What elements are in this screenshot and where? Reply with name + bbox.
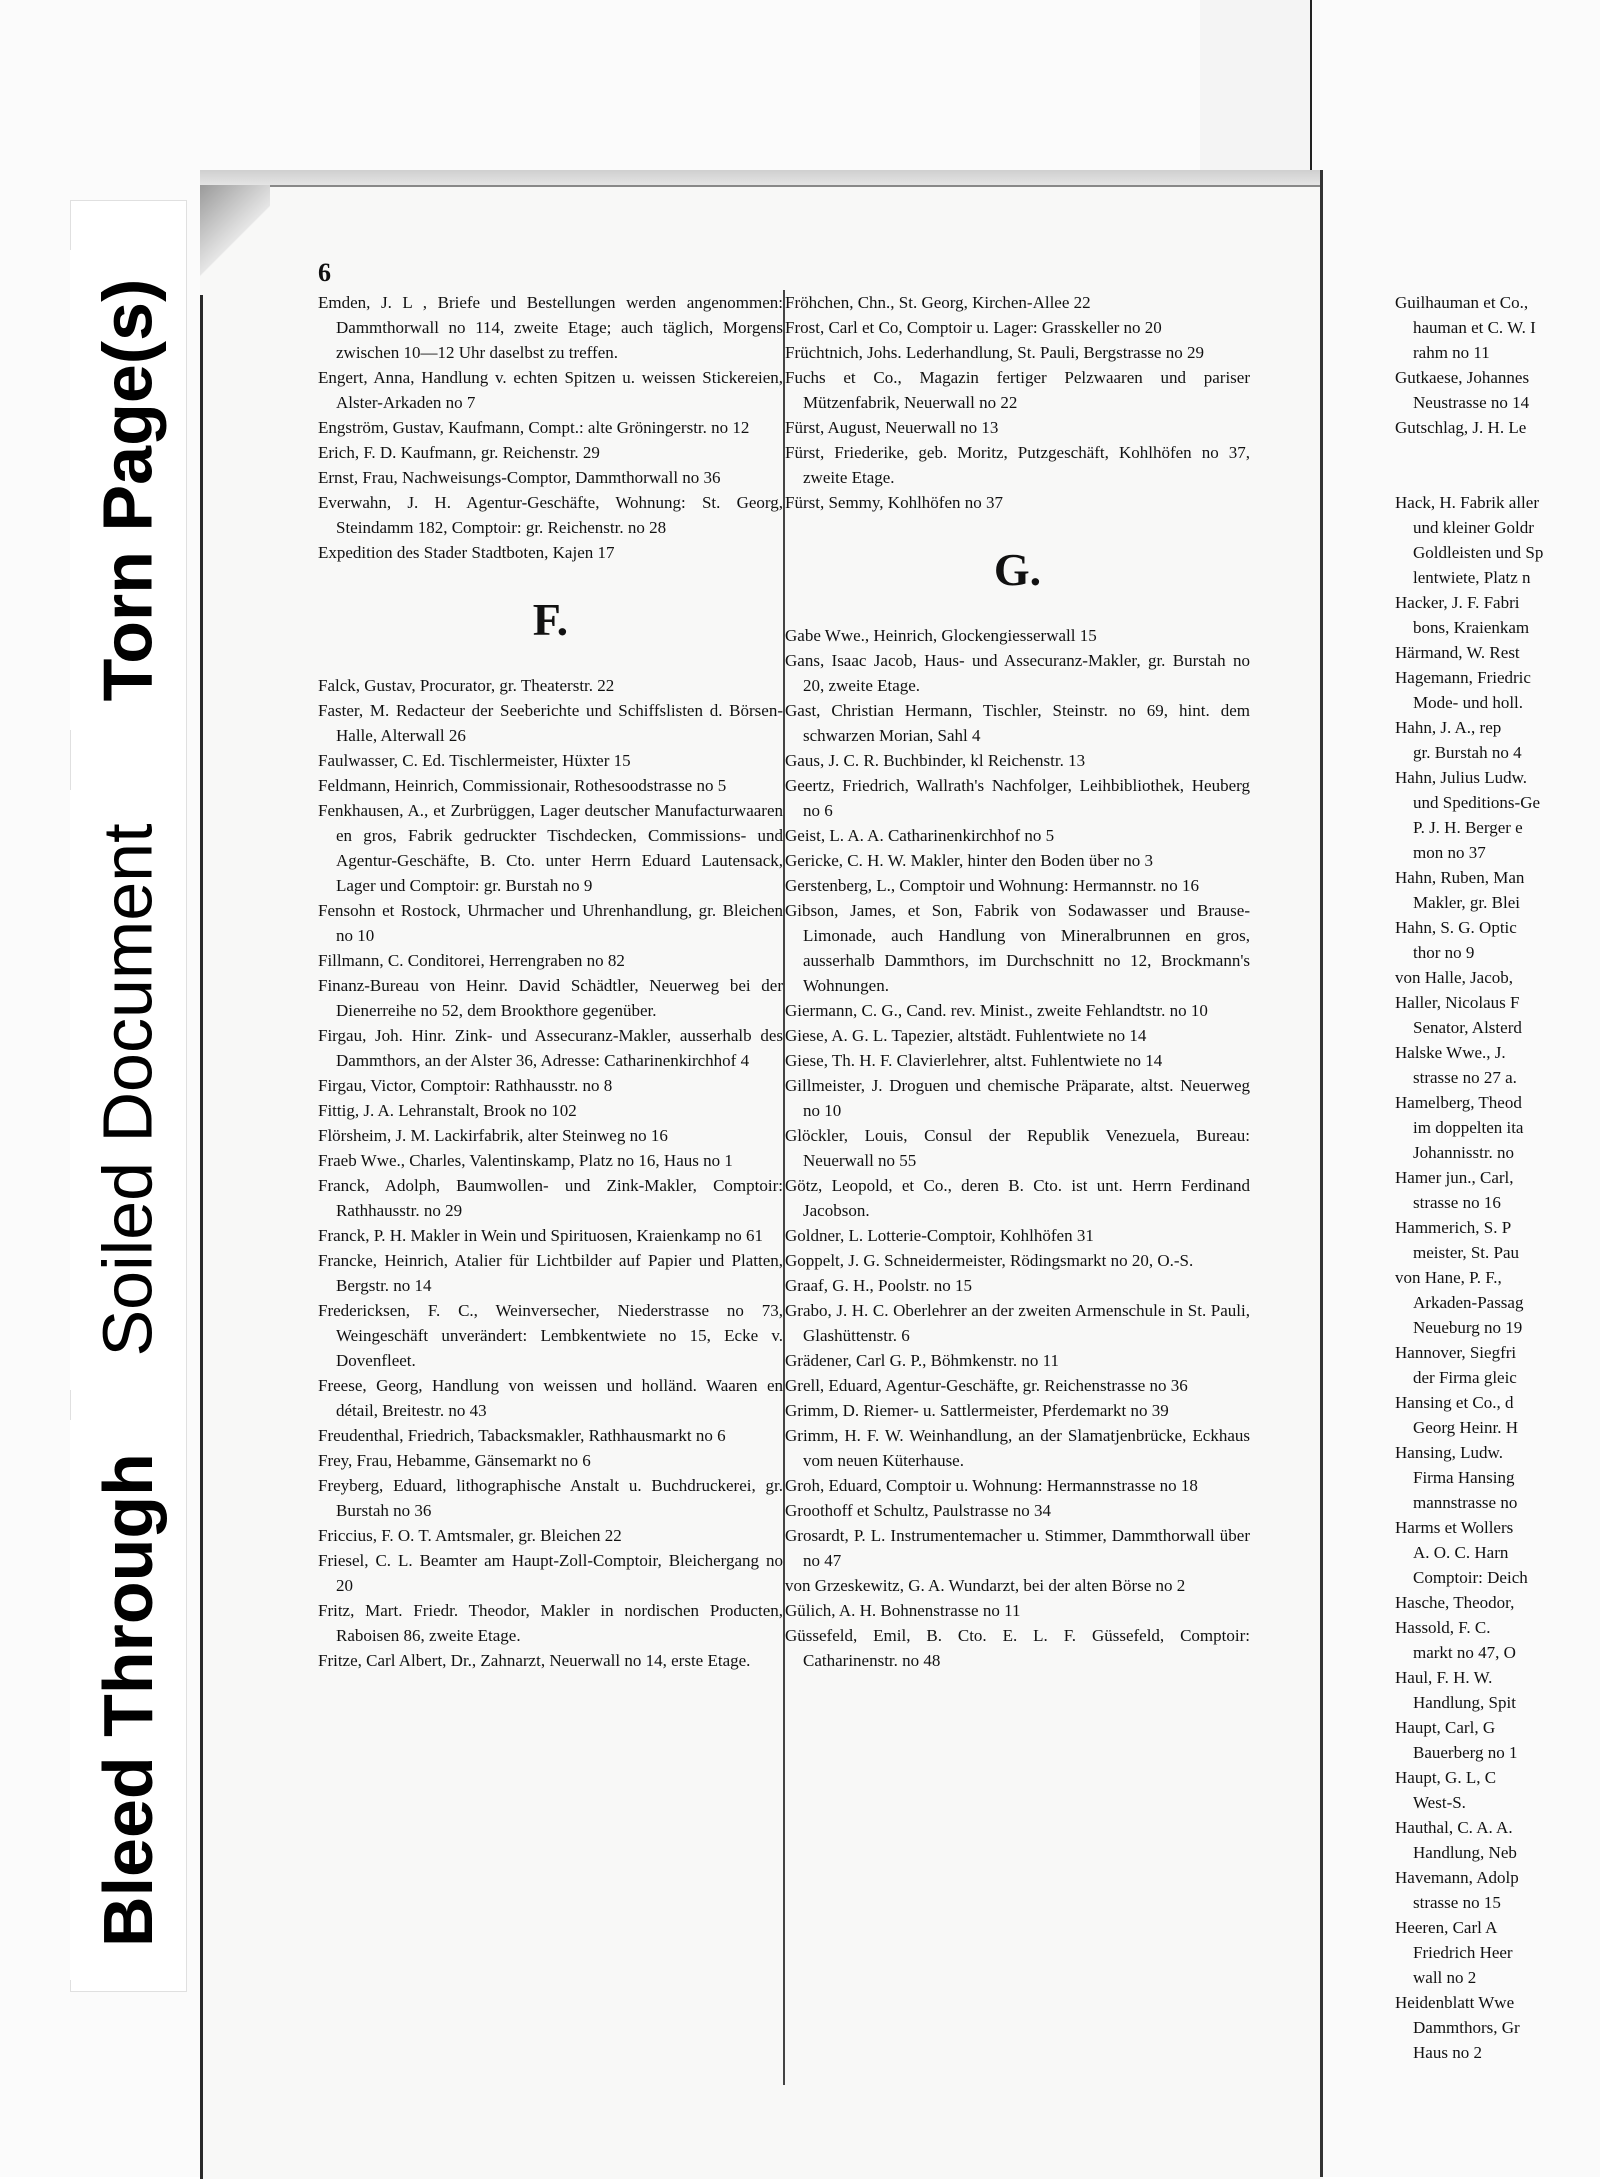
directory-entry: Gibson, James, et Son, Fabrik von Sodawasser und Brause-Limonade, auch Handlung von Mineralbrunnen en gros, ausserhalb Dammthors, im Durchschnitt no 12, Brockmann's Wohnungen. — [785, 901, 1250, 995]
directory-entry: strasse no 27 a. — [1413, 1068, 1517, 1087]
directory-entry: Firgau, Joh. Hinr. Zink- und Assecuranz-Makler, ausserhalb des Dammthors, an der Alster 36, Adresse: Catharinenkirchhof 4 — [318, 1026, 783, 1070]
directory-entry: Engert, Anna, Handlung v. echten Spitzen u. weissen Stickereien, Alster-Arkaden no 7 — [318, 368, 783, 412]
directory-entry: Senator, Alsterd — [1413, 1018, 1522, 1037]
directory-entry: hauman et C. W. I — [1413, 318, 1536, 337]
directory-entry: Faulwasser, C. Ed. Tischlermeister, Hüxter 15 — [318, 751, 631, 770]
directory-entry: bons, Kraienkam — [1413, 618, 1530, 637]
directory-entry: Fillmann, C. Conditorei, Herrengraben no 82 — [318, 951, 625, 970]
bleed-through-label: Bleed Through — [70, 1420, 185, 1980]
directory-entry: P. J. H. Berger e — [1413, 818, 1523, 837]
directory-entry: Gabe Wwe., Heinrich, Glockengiesserwall 15 — [785, 626, 1097, 645]
directory-entry: Hahn, Julius Ludw. — [1395, 768, 1528, 787]
directory-entry: Hassold, F. C. — [1395, 1618, 1491, 1637]
directory-entry: gr. Burstah no 4 — [1413, 743, 1522, 762]
directory-entry: Friccius, F. O. T. Amtsmaler, gr. Bleichen 22 — [318, 1526, 622, 1545]
directory-entry: mon no 37 — [1413, 843, 1486, 862]
directory-entry: Giermann, C. G., Cand. rev. Minist., zweite Fehlandtstr. no 10 — [785, 1001, 1208, 1020]
directory-entry: Flörsheim, J. M. Lackirfabrik, alter Steinweg no 16 — [318, 1126, 668, 1145]
directory-entry: lentwiete, Platz n — [1413, 568, 1531, 587]
directory-entry: im doppelten ita — [1413, 1118, 1524, 1137]
directory-entry: Hauthal, C. A. A. — [1395, 1818, 1513, 1837]
entries-f-cont — [785, 290, 1250, 515]
directory-entry: Arkaden-Passag — [1413, 1293, 1524, 1312]
directory-entry: Groothoff et Schultz, Paulstrasse no 34 — [785, 1501, 1051, 1520]
directory-entry: Hasche, Theodor, — [1395, 1593, 1515, 1612]
page-number: 6 — [318, 258, 331, 287]
soiled-document-label: Soiled Document — [70, 790, 185, 1390]
previous-page-edge — [1200, 0, 1312, 175]
directory-entry: Everwahn, J. H. Agentur-Geschäfte, Wohnung: St. Georg, Steindamm 182, Comptoir: gr. Reichenstr. no 28 — [318, 493, 783, 537]
directory-entry: der Firma gleic — [1413, 1368, 1517, 1387]
directory-entry: Fritze, Carl Albert, Dr., Zahnarzt, Neuerwall no 14, erste Etage. — [318, 1651, 751, 1670]
directory-entry: Giese, A. G. L. Tapezier, altstädt. Fuhlentwiete no 14 — [785, 1026, 1147, 1045]
directory-entry: Havemann, Adolp — [1395, 1868, 1519, 1887]
column-right-cropped — [1395, 290, 1600, 2065]
directory-entry: Gericke, C. H. W. Makler, hinter den Boden über no 3 — [785, 851, 1154, 870]
directory-entry: Harms et Wollers — [1395, 1518, 1514, 1537]
directory-entry: Hansing, Ludw. — [1395, 1443, 1503, 1462]
directory-entry: Gutschlag, J. H. Le — [1395, 418, 1527, 437]
directory-entry: Expedition des Stader Stadtboten, Kajen 17 — [318, 543, 615, 562]
directory-entry: Fröhchen, Chn., St. Georg, Kirchen-Allee 22 — [785, 293, 1091, 312]
directory-entry: Franck, P. H. Makler in Wein und Spirituosen, Kraienkamp no 61 — [318, 1226, 763, 1245]
directory-entry: Gaus, J. C. R. Buchbinder, kl Reichenstr. 13 — [785, 751, 1086, 770]
column-middle — [785, 290, 1250, 1673]
directory-entry: Gülich, A. H. Bohnenstrasse no 11 — [785, 1601, 1021, 1620]
directory-entry: Heidenblatt Wwe — [1395, 1993, 1515, 2012]
directory-entry: Grell, Eduard, Agentur-Geschäfte, gr. Reichenstrasse no 36 — [785, 1376, 1188, 1395]
directory-entry: Grosardt, P. L. Instrumentemacher u. Stimmer, Dammthorwall über no 47 — [785, 1526, 1250, 1570]
directory-entry: von Grzeskewitz, G. A. Wundarzt, bei der alten Börse no 2 — [785, 1576, 1186, 1595]
directory-entry: Engström, Gustav, Kaufmann, Compt.: alte Gröningerstr. no 12 — [318, 418, 750, 437]
directory-entry: Neustrasse no 14 — [1413, 393, 1530, 412]
directory-entry: Frey, Frau, Hebamme, Gänsemarkt no 6 — [318, 1451, 591, 1470]
entries-g — [785, 623, 1250, 1673]
directory-entry: Haller, Nicolaus F — [1395, 993, 1520, 1012]
directory-entry: Freese, Georg, Handlung von weissen und holländ. Waaren en détail, Breitestr. no 43 — [318, 1376, 783, 1420]
directory-entry: Giese, Th. H. F. Clavierlehrer, altst. Fuhlentwiete no 14 — [785, 1051, 1163, 1070]
directory-entry: Hannover, Siegfri — [1395, 1343, 1517, 1362]
directory-entry: Graaf, G. H., Poolstr. no 15 — [785, 1276, 972, 1295]
directory-entry: Hahn, S. G. Optic — [1395, 918, 1517, 937]
directory-entry — [1395, 440, 1600, 465]
directory-entry: Gast, Christian Hermann, Tischler, Steinstr. no 69, hint. dem schwarzen Morian, Sahl 4 — [785, 701, 1250, 745]
directory-entry: strasse no 16 — [1413, 1193, 1501, 1212]
directory-entry: Gerstenberg, L., Comptoir und Wohnung: Hermannstr. no 16 — [785, 876, 1199, 895]
directory-entry: thor no 9 — [1413, 943, 1475, 962]
directory-entry: und Speditions-Ge — [1413, 793, 1541, 812]
directory-entry — [1395, 465, 1600, 490]
directory-entry: und kleiner Goldr — [1413, 518, 1534, 537]
directory-entry: Hammerich, S. P — [1395, 1218, 1512, 1237]
directory-entry: Johannisstr. no — [1413, 1143, 1515, 1162]
directory-entry: Falck, Gustav, Procurator, gr. Theaterstr. 22 — [318, 676, 615, 695]
directory-entry: Grädener, Carl G. P., Böhmkenstr. no 11 — [785, 1351, 1059, 1370]
directory-entry: Erich, F. D. Kaufmann, gr. Reichenstr. 29 — [318, 443, 600, 462]
directory-entry: Neueburg no 19 — [1413, 1318, 1523, 1337]
directory-entry: Haupt, Carl, G — [1395, 1718, 1496, 1737]
directory-entry: Firgau, Victor, Comptoir: Rathhausstr. no 8 — [318, 1076, 613, 1095]
directory-entry: Geist, L. A. A. Catharinenkirchhof no 5 — [785, 826, 1055, 845]
directory-entry: Fürst, Semmy, Kohlhöfen no 37 — [785, 493, 1004, 512]
directory-entry: Groh, Eduard, Comptoir u. Wohnung: Hermannstrasse no 18 — [785, 1476, 1198, 1495]
entries-e — [318, 290, 783, 565]
directory-entry: Fittig, J. A. Lehranstalt, Brook no 102 — [318, 1101, 577, 1120]
directory-entry: Firma Hansing — [1413, 1468, 1515, 1487]
directory-entry: Hagemann, Friedric — [1395, 668, 1531, 687]
directory-entry: Friesel, C. L. Beamter am Haupt-Zoll-Comptoir, Bleichergang no 20 — [318, 1551, 783, 1595]
directory-entry: Comptoir: Deich — [1413, 1568, 1528, 1587]
directory-entry: Faster, M. Redacteur der Seeberichte und Schiffslisten d. Börsen-Halle, Alterwall 26 — [318, 701, 783, 745]
directory-entry: Guilhauman et Co., — [1395, 293, 1529, 312]
directory-entry: A. O. C. Harn — [1413, 1543, 1509, 1562]
directory-entry: Glöckler, Louis, Consul der Republik Venezuela, Bureau: Neuerwall no 55 — [785, 1126, 1250, 1170]
directory-entry: rahm no 11 — [1413, 343, 1490, 362]
directory-entry: mannstrasse no — [1413, 1493, 1518, 1512]
directory-entry: Güssefeld, Emil, B. Cto. E. L. F. Güssefeld, Comptoir: Catharinenstr. no 48 — [785, 1626, 1250, 1670]
directory-entry: Dammthors, Gr — [1413, 2018, 1520, 2037]
directory-entry: Grimm, H. F. W. Weinhandlung, an der Slamatjenbrücke, Eckhaus vom neuen Küterhause. — [785, 1426, 1250, 1470]
directory-entry: Hahn, Ruben, Man — [1395, 868, 1525, 887]
directory-entry: Handlung, Spit — [1413, 1693, 1516, 1712]
directory-entry: Fraeb Wwe., Charles, Valentinskamp, Platz no 16, Haus no 1 — [318, 1151, 733, 1170]
directory-entry: Francke, Heinrich, Atalier für Lichtbilder auf Papier und Platten, Bergstr. no 14 — [318, 1251, 783, 1295]
directory-entry: Haupt, G. L, C — [1395, 1768, 1497, 1787]
directory-entry: Fensohn et Rostock, Uhrmacher und Uhrenhandlung, gr. Bleichen no 10 — [318, 901, 783, 945]
directory-entry: Hack, H. Fabrik aller — [1395, 493, 1539, 512]
directory-entry: Finanz-Bureau von Heinr. David Schädtler, Neuerweg bei der Dienerreihe no 52, dem Brookthore gegenüber. — [318, 976, 783, 1020]
directory-entry: Ernst, Frau, Nachweisungs-Comptor, Dammthorwall no 36 — [318, 468, 721, 487]
directory-entry: Georg Heinr. H — [1413, 1418, 1518, 1437]
directory-entry: Frost, Carl et Co, Comptoir u. Lager: Grasskeller no 20 — [785, 318, 1162, 337]
directory-entry: Grimm, D. Riemer- u. Sattlermeister, Pferdemarkt no 39 — [785, 1401, 1169, 1420]
torn-corner-fold — [200, 185, 270, 295]
directory-entry: Makler, gr. Blei — [1413, 893, 1520, 912]
directory-entry: Grabo, J. H. C. Oberlehrer an der zweiten Armenschule in St. Pauli, Glashüttenstr. 6 — [785, 1301, 1250, 1345]
directory-entry: Götz, Leopold, et Co., deren B. Cto. ist unt. Herrn Ferdinand Jacobson. — [785, 1176, 1250, 1220]
directory-entry: Fenkhausen, A., et Zurbrüggen, Lager deutscher Manufacturwaaren en gros, Fabrik gedruckter Tischdecken, Commissions- und Agentur-Geschäfte, B. Cto. unter Herrn Eduard Lautensack, Lager und Comptoir: gr. Burstah no 9 — [318, 801, 783, 895]
directory-entry: Haul, F. H. W. — [1395, 1668, 1493, 1687]
directory-entry: Fürst, August, Neuerwall no 13 — [785, 418, 999, 437]
directory-entry: Fritz, Mart. Friedr. Theodor, Makler in nordischen Producten, Raboisen 86, zweite Etage. — [318, 1601, 783, 1645]
directory-entry: Fredericksen, F. C., Weinversecher, Niederstrasse no 73, Weingeschäft unverändert: Lembkentwiete no 15, Ecke v. Dovenfleet. — [318, 1301, 783, 1370]
directory-entry: Härmand, W. Rest — [1395, 643, 1520, 662]
entries-h — [1395, 290, 1600, 2065]
directory-entry: Fürst, Friederike, geb. Moritz, Putzgeschäft, Kohlhöfen no 37, zweite Etage. — [785, 443, 1250, 487]
directory-entry: Handlung, Neb — [1413, 1843, 1517, 1862]
directory-entry: Fuchs et Co., Magazin fertiger Pelzwaaren und pariser Mützenfabrik, Neuerwall no 22 — [785, 368, 1250, 412]
directory-entry: Bauerberg no 1 — [1413, 1743, 1518, 1762]
directory-entry: Gutkaese, Johannes — [1395, 368, 1530, 387]
directory-entry: meister, St. Pau — [1413, 1243, 1520, 1262]
directory-entry: Feldmann, Heinrich, Commissionair, Rothesoodstrasse no 5 — [318, 776, 727, 795]
directory-entry: Heeren, Carl A — [1395, 1918, 1498, 1937]
section-letter-g: G. — [993, 544, 1042, 595]
directory-entry: Franck, Adolph, Baumwollen- und Zink-Makler, Comptoir: Rathhausstr. no 29 — [318, 1176, 783, 1220]
directory-entry: von Hane, P. F., — [1395, 1268, 1502, 1287]
directory-entry: Hahn, J. A., rep — [1395, 718, 1502, 737]
directory-entry: Goldner, L. Lotterie-Comptoir, Kohlhöfen 31 — [785, 1226, 1094, 1245]
directory-entry: Freyberg, Eduard, lithographische Anstalt u. Buchdruckerei, gr. Burstah no 36 — [318, 1476, 783, 1520]
directory-entry: Friedrich Heer — [1413, 1943, 1513, 1962]
directory-entry: Halske Wwe., J. — [1395, 1043, 1506, 1062]
directory-entry: von Halle, Jacob, — [1395, 968, 1514, 987]
directory-entry: Früchtnich, Johs. Lederhandlung, St. Pauli, Bergstrasse no 29 — [785, 343, 1204, 362]
directory-entry: Hacker, J. F. Fabri — [1395, 593, 1520, 612]
directory-entry: wall no 2 — [1413, 1968, 1477, 1987]
directory-entry: Hansing et Co., d — [1395, 1393, 1514, 1412]
directory-entry: markt no 47, O — [1413, 1643, 1516, 1662]
directory-entry: Goppelt, J. G. Schneidermeister, Rödingsmarkt no 20, O.-S. — [785, 1251, 1194, 1270]
directory-entry: Freudenthal, Friedrich, Tabacksmakler, Rathhausmarkt no 6 — [318, 1426, 726, 1445]
entries-f — [318, 673, 783, 1673]
directory-entry: Hamelberg, Theod — [1395, 1093, 1522, 1112]
directory-entry: strasse no 15 — [1413, 1893, 1501, 1912]
directory-entry: West-S. — [1413, 1793, 1466, 1812]
torn-pages-label: Torn Page(s) — [70, 250, 185, 730]
directory-entry: Hamer jun., Carl, — [1395, 1168, 1514, 1187]
directory-entry: Gillmeister, J. Droguen und chemische Präparate, altst. Neuerweg no 10 — [785, 1076, 1250, 1120]
directory-entry: Mode- und holl. — [1413, 693, 1524, 712]
directory-entry: Goldleisten und Sp — [1413, 543, 1544, 562]
directory-entry: Emden, J. L , Briefe und Bestellungen werden angenommen: Dammthorwall no 114, zweite Etage; auch täglich, Morgens zwischen 10—12 Uhr daselbst zu treffen. — [318, 293, 783, 362]
directory-entry: Geertz, Friedrich, Wallrath's Nachfolger, Leihbibliothek, Heuberg no 6 — [785, 776, 1250, 820]
section-letter-f: F. — [532, 594, 569, 645]
column-left — [318, 290, 783, 1673]
directory-entry: Haus no 2 — [1413, 2043, 1482, 2062]
directory-entry: Gans, Isaac Jacob, Haus- und Assecuranz-Makler, gr. Burstah no 20, zweite Etage. — [785, 651, 1250, 695]
